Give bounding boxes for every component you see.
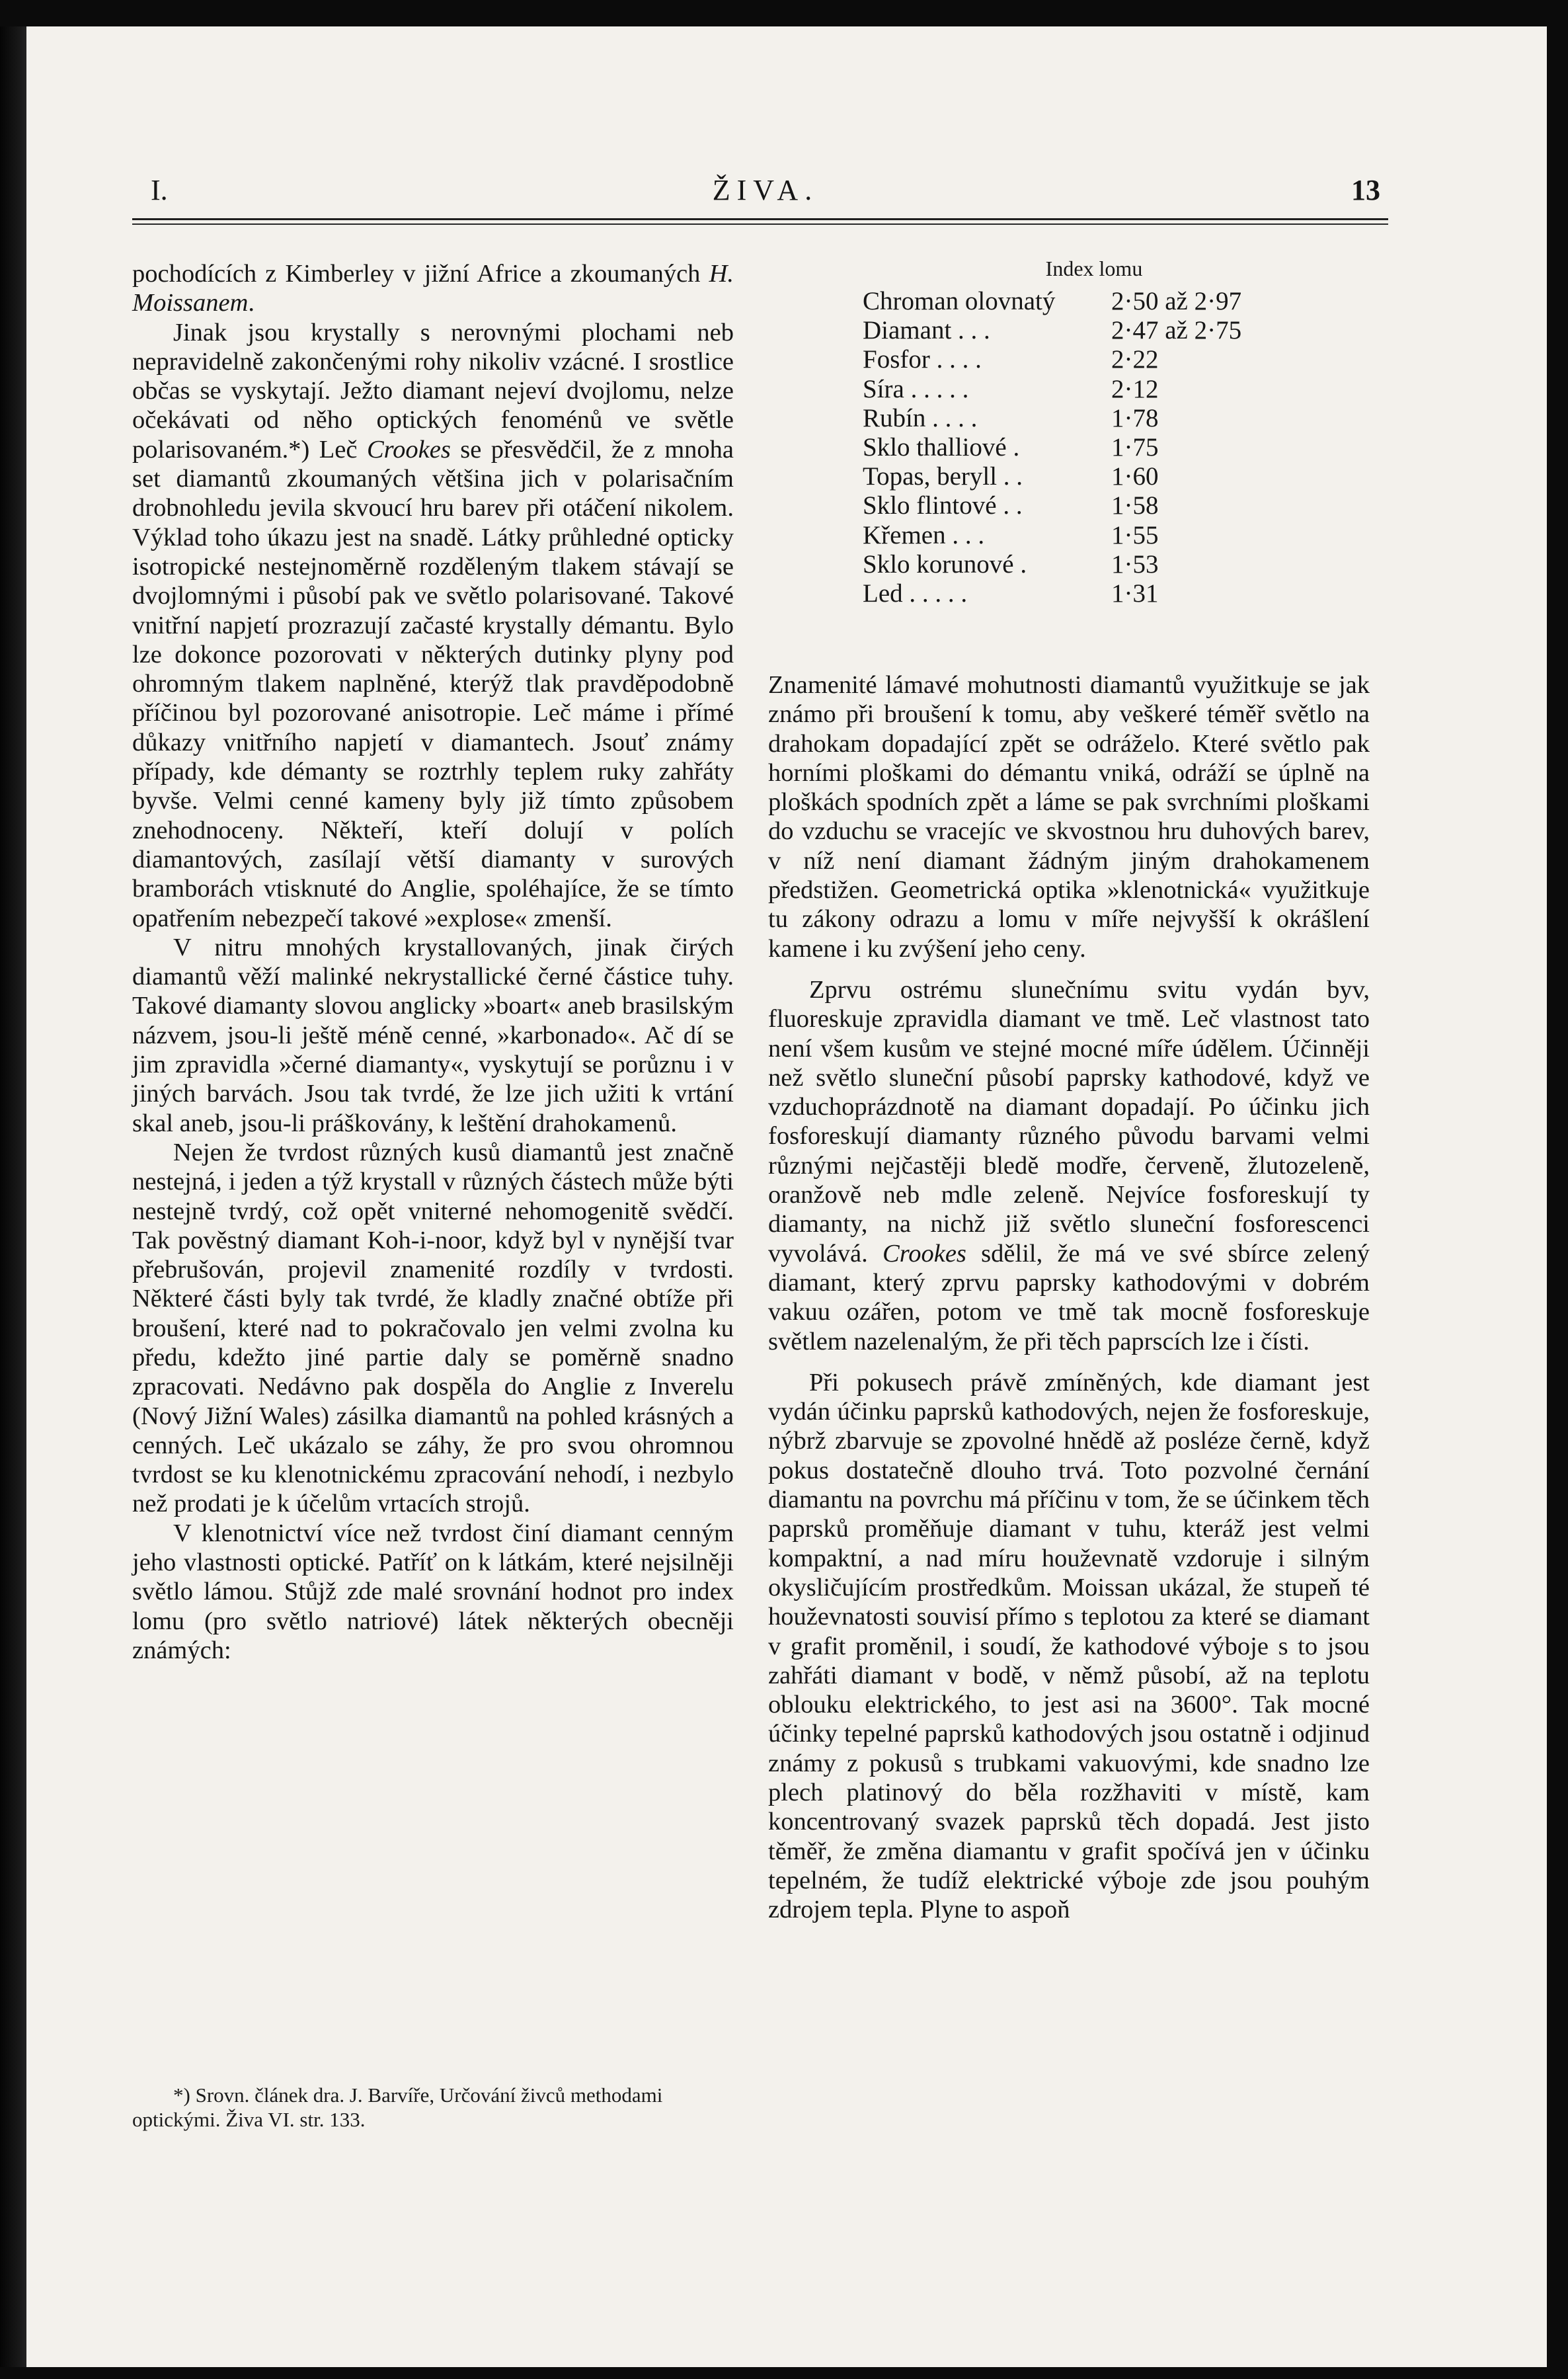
table-row <box>863 579 1339 608</box>
paragraph: V nitru mnohých krystallovaných, jinak čirých diamantů věží malinké nekrystallické černé částice tuhy. Takové diamanty slovou anglicky »boart« aneb brasilským názvem, jsou-li ještě méně cenné, »karbonado«. Ač dí se jim zpravidla »černé diamanty«, vyskytují se porůznu i v jiných barvách. Jsou tak tvrdé, že lze jich užiti k vrtání skal aneb, jsou-li práškovány, k leštění drahokamenů. <box>132 933 734 1137</box>
right-column <box>768 670 1370 1924</box>
page-number: 13 <box>1351 174 1380 206</box>
index-value: 1·58 <box>1111 491 1159 520</box>
substance-name: Led . . . . . <box>863 579 968 608</box>
paragraph: pochodících z Kimberley v jižní Africe a zkoumaných H. Moissanem. <box>132 260 734 317</box>
header-rule <box>132 218 1388 220</box>
table-row <box>863 375 1339 404</box>
substance-name: Fosfor . . . . <box>863 345 982 374</box>
substance-name: Křemen . . . <box>863 520 985 549</box>
table-heading: Index lomu <box>1045 257 1143 280</box>
running-header <box>151 173 1380 213</box>
table-body <box>863 287 1339 608</box>
paragraph: V klenotnictví více než tvrdost činí diamant cenným jeho vlastnosti optické. Patříť on k látkám, které nejsilněji světlo lámou. Stůjž zde malé srovnání hodnot pro index lomu (pro světlo natriové) látek některých obecněji známých: <box>132 1519 734 1664</box>
index-value: 2·12 <box>1111 374 1159 403</box>
substance-name: Topas, beryll . . <box>863 462 1023 491</box>
header-rule-thin <box>132 223 1388 225</box>
index-value: 2·22 <box>1111 345 1159 374</box>
paragraph: Znamenité lámavé mohutnosti diamantů využitkuje se jak známo při broušení k tomu, aby veškeré téměř světlo na drahokam dopadající zpět se odráželo. Které světlo pak horními ploškami do démantu vniká, odráží se úplně na ploškách spodních zpět a láme se pak svrchními ploškami do vzduchu se vracejíc ve skvostnou hru duhových barev, v níž není diamant žádným jiným drahokamenem předstižen. Geometrická optika »klenotnická« využitkuje tu zákony odrazu a lomu v míře nejvyšší k okrášlení kamene i ku zvýšení jeho ceny. <box>768 671 1370 963</box>
table-row <box>863 345 1339 374</box>
paragraph: Nejen že tvrdost různých kusů diamantů jest značně nestejná, i jeden a týž krystall v různých částech může býti nestejně tvrdý, což opět vniterné nehomogenitě svědčí. Tak pověstný diamant Koh-i-noor, když byl v nynější tvar přebrušován, projevil znamenité rozdíly v tvrdosti. Některé části byly tak tvrdé, že kladly značné obtíže při broušení, které nad to pokračovalo jen velmi zvolna ku předu, kdežto jiné partie daly se poměrně snadno zpracovati. Nedávno pak dospěla do Anglie z Inverelu (Nový Jižní Wales) zásilka diamantů na pohled krásných a cenných. Leč ukázalo se záhy, že pro svou ohromnou tvrdost se ku klenotnickému zpracování nehodí, i nezbylo než prodati je k účelům vrtacích strojů. <box>132 1138 734 1518</box>
index-value: 2·50 až 2·97 <box>1111 287 1242 315</box>
left-column <box>132 259 734 1665</box>
refractive-index-table <box>863 257 1339 608</box>
substance-name: Diamant . . . <box>863 316 990 345</box>
index-value: 1·55 <box>1111 520 1159 549</box>
table-row <box>863 462 1339 491</box>
index-value: 2·47 až 2·75 <box>1111 316 1242 345</box>
substance-name: Chroman olovnatý <box>863 287 1056 315</box>
index-value: 1·53 <box>1111 549 1159 579</box>
substance-name: Síra . . . . . <box>863 374 969 403</box>
footnote <box>132 2083 734 2132</box>
substance-name: Sklo korunové . <box>863 549 1027 579</box>
index-value: 1·75 <box>1111 432 1159 462</box>
paragraph: Při pokusech právě zmíněných, kde diamant jest vydán účinku paprsků kathodových, nejen že fosforeskuje, nýbrž zbarvuje se zpovolné hnědě až posléze černě, když pokus dostatečně dlouho trvá. Toto pozvolné černání diamantu na povrchu má příčinu v tom, že se účinkem těch paprsků proměňuje diamant v tuhu, kteráž jest velmi kompaktní, a nad míru houževnatě vzdoruje i silným okysličujícím prostředkům. Moissan ukázal, že stupeň té houževnatosti souvisí přímo s teplotou za které se diamant v grafit proměnil, i soudí, že kathodové výboje s to jsou zahřáti diamant v bodě, v němž působí, až na teplotu oblouku elektrického, to jest asi na 3600°. Tak mocné účinky tepelné paprsků kathodových jsou ostatně i odjinud známy z pokusů s trubkami vakuovými, kde snadno lze plech platinový do běla rozžhaviti v místě, kam koncentrovaný svazek paprsků těch dopadá. Jest jisto těměř, že změna diamantu v grafit spočívá jen v účinku tepelném, že tudíž elektrické výboje zde jsou pouhým zdrojem tepla. Plyne to aspoň <box>768 1368 1370 1924</box>
paragraph: Jinak jsou krystally s nerovnými plochami neb nepravidelně zakončenými rohy nikoliv vzácné. I srostlice občas se vyskytají. Ježto diamant nejeví dvojlomu, nelze očekávati od něho optických fenoménů ve světle polarisovaném.*) Leč Crookes se přesvědčil, že z mnoha set diamantů zkoumaných většina jich v polarisačním drobnohledu jevila skvoucí hru barev při otáčení nikolem. Výklad toho úkazu jest na snadě. Látky průhledné opticky isotropické nestejnoměrně rozděleným tlakem stávají se dvojlomnými i působí pak ve světlo polarisované. Takové vnitřní napjetí prozrazují začasté krystally démantu. Bylo lze dokonce pozorovati v některých dutinky plyny pod ohromným tlakem naplněné, kterýž tlak pravděpodobně příčinou byl pozorované anisotropie. Leč máme i přímé důkazy vnitřního napjetí v diamantech. Jsouť známy případy, kde démanty se roztrhly teplem ruky zahřáty byvše. Velmi cenné kameny byly již tímto způsobem znehodnoceny. Někteří, kteří dolují v polích diamantových, zasílají větší diamanty v surových bramborách vtisknuté do Anglie, spoléhajíce, že se tímto opatřením nebezpečí takové »explose« zmenší. <box>132 318 734 932</box>
table-row <box>863 404 1339 433</box>
index-value: 1·60 <box>1111 462 1159 491</box>
footnote-text: *) Srovn. článek dra. J. Barvíře, Určování živců methodami optickými. Živa VI. str. 133. <box>132 2083 663 2131</box>
journal-title: ŽIVA. <box>712 174 819 206</box>
index-value: 1·78 <box>1111 403 1159 432</box>
table-row <box>863 287 1339 316</box>
substance-name: Sklo flintové . . <box>863 491 1023 520</box>
index-value: 1·31 <box>1111 579 1159 608</box>
volume-number: I. <box>151 174 168 206</box>
paragraph: Zprvu ostrému slunečnímu svitu vydán byv, fluoreskuje zpravidla diamant ve tmě. Leč vlastnost tato není všem kusům ve stejné mocné míře údělem. Účinněji než světlo sluneční působí paprsky kathodové, když ve vzduchoprázdnotě na diamant dopadají. Po účinku jich fosforeskují diamanty různého původu barvami velmi různými nejčastěji bledě modře, červeně, žlutozeleně, oranžově neb mdle zeleně. Nejvíce fosforeskují ty diamanty, na nichž již světlo sluneční fosforescenci vyvolává. Crookes sdělil, že má ve své sbírce zelený diamant, který zprvu paprsky kathodovými v dobrém vakuu ozářen, potom ve tmě tak mocně fosforeskuje světlem nazelenalým, že při těch paprscích lze i čísti. <box>768 975 1370 1355</box>
table-row <box>863 316 1339 345</box>
table-row <box>863 521 1339 550</box>
table-row <box>863 550 1339 579</box>
table-row <box>863 433 1339 462</box>
substance-name: Rubín . . . . <box>863 403 978 432</box>
substance-name: Sklo thalliové . <box>863 432 1020 462</box>
table-row <box>863 491 1339 520</box>
